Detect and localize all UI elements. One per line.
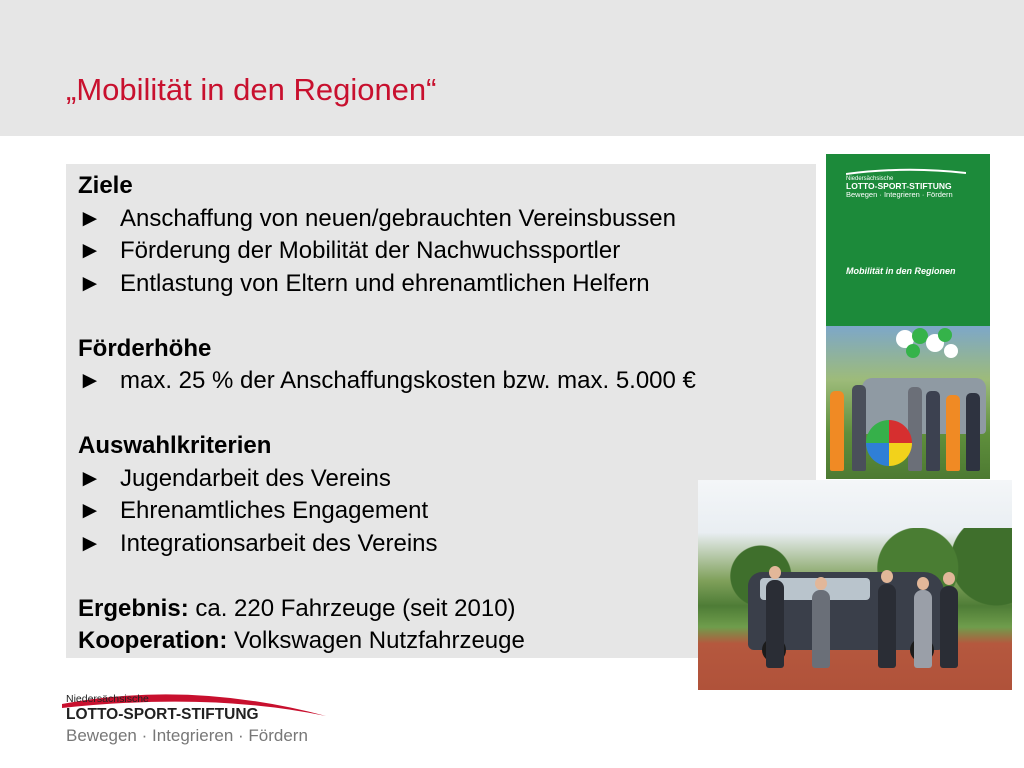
- brochure-logo-line3: Bewegen · Integrieren · Fördern: [846, 190, 953, 200]
- brochure-swoosh-icon: [846, 168, 966, 176]
- auswahl-item: Integrationsarbeit des Vereins: [120, 529, 438, 557]
- ziele-item: Entlastung von Eltern und ehrenamtlichen Helfern: [120, 269, 650, 297]
- kooperation-label: Kooperation:: [78, 627, 228, 654]
- list-item: [78, 268, 818, 301]
- footer-logo-line2: LOTTO-SPORT-STIFTUNG: [66, 706, 259, 723]
- list-item: [78, 235, 818, 268]
- ergebnis-value: ca. 220 Fahrzeuge (seit 2010): [188, 594, 516, 622]
- ziele-item: Förderung der Mobilität der Nachwuchssportler: [120, 237, 621, 264]
- footer-logo: [60, 686, 340, 750]
- arrow-bullet-icon: ►: [78, 529, 102, 557]
- title-band: [0, 0, 1024, 136]
- arrow-bullet-icon: ►: [78, 237, 102, 264]
- arrow-bullet-icon: ►: [78, 464, 102, 492]
- brochure-logo-line2: LOTTO-SPORT-STIFTUNG: [846, 181, 952, 192]
- brochure-logo: [846, 168, 966, 199]
- foerderhoehe-heading: Förderhöhe: [78, 334, 212, 362]
- auswahlkriterien-heading: Auswahlkriterien: [78, 432, 272, 459]
- auswahl-item: Jugendarbeit des Vereins: [120, 464, 391, 492]
- ziele-item: Anschaffung von neuen/gebrauchten Vereinsbussen: [120, 204, 676, 232]
- ziele-heading: Ziele: [78, 172, 133, 199]
- footer-logo-line3: Bewegen · Integrieren · Fördern: [66, 726, 308, 745]
- brochure-logo-line1: Niedersächsische: [846, 176, 894, 182]
- list-item: [78, 365, 818, 398]
- auswahl-item: Ehrenamtliches Engagement: [120, 497, 429, 524]
- slide-title: „Mobilität in den Regionen“: [66, 72, 437, 107]
- brochure-image: [826, 154, 990, 479]
- brochure-title: Mobilität in den Regionen: [846, 266, 956, 276]
- footer-logo-line1: Niedersächsische: [66, 693, 149, 705]
- list-item: [78, 203, 818, 236]
- arrow-bullet-icon: ►: [78, 204, 102, 232]
- arrow-bullet-icon: ►: [78, 367, 102, 394]
- brochure-photo: [826, 326, 990, 479]
- arrow-bullet-icon: ►: [78, 497, 102, 524]
- foerderhoehe-item: max. 25 % der Anschaffungskosten bzw. max. 5.000 €: [120, 367, 696, 394]
- kooperation-value: Volkswagen Nutzfahrzeuge: [227, 627, 525, 654]
- arrow-bullet-icon: ►: [78, 269, 102, 297]
- van-photo: [698, 480, 1012, 690]
- ergebnis-label: Ergebnis:: [78, 594, 189, 622]
